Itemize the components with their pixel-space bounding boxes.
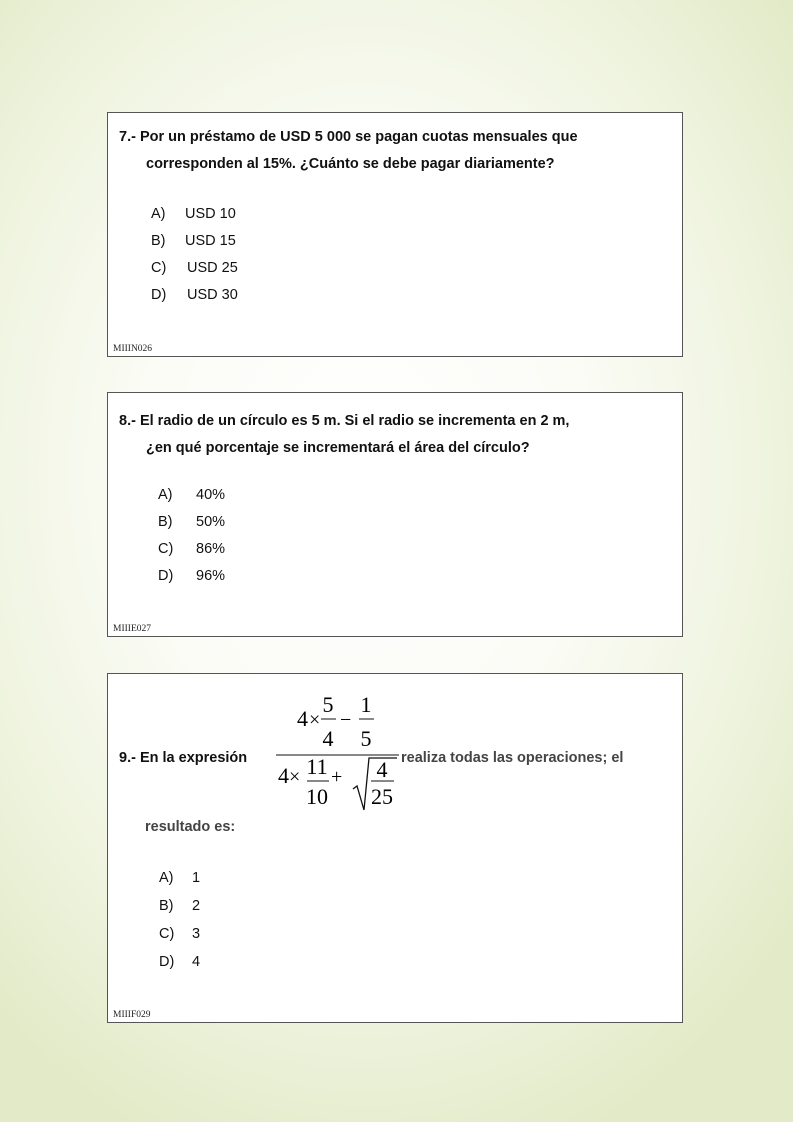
- question-7-stem-line2: corresponden al 15%. ¿Cuánto se debe pagar diariamente?: [146, 156, 555, 172]
- question-7-stem-line1: 7.- Por un préstamo de USD 5 000 se pagan cuotas mensuales que: [119, 129, 578, 145]
- question-8-option-a[interactable]: A) 40%: [158, 487, 226, 503]
- den-sqrt-den: 25: [371, 784, 393, 809]
- den-times: ×: [289, 766, 301, 788]
- question-7-box: [107, 112, 683, 357]
- question-8-stem: [119, 408, 569, 462]
- math-expression: [273, 684, 403, 812]
- question-9-option-b[interactable]: B) 2: [159, 898, 201, 914]
- question-9-stem-start: 9.- En la expresión: [119, 750, 248, 766]
- question-7-option-c[interactable]: C) USD 25: [151, 260, 238, 276]
- question-9-option-c[interactable]: C) 3: [159, 926, 201, 942]
- den-frac-num: 11: [306, 754, 328, 779]
- den-plus: +: [331, 766, 343, 788]
- question-8-stem-line1: 8.- El radio de un círculo es 5 m. Si el radio se incrementa en 2 m,: [119, 413, 570, 429]
- den-coef: 4: [278, 763, 289, 788]
- question-9-stem-line2: resultado es:: [145, 819, 236, 835]
- num-frac2-den: 5: [360, 726, 372, 751]
- question-8-option-c[interactable]: C) 86%: [158, 541, 226, 557]
- question-9-box: [107, 673, 683, 1023]
- question-7-option-a[interactable]: A) USD 10: [151, 206, 236, 222]
- num-minus: −: [340, 709, 352, 731]
- question-8-code: MIIIE027: [113, 624, 151, 634]
- num-frac1-den: 4: [322, 726, 334, 751]
- num-frac1-num: 5: [322, 692, 334, 717]
- question-8-option-d[interactable]: D) 96%: [158, 568, 226, 584]
- question-9-stem-end: realiza todas las operaciones; el: [401, 750, 624, 766]
- question-8-box: [107, 392, 683, 637]
- question-7-option-b[interactable]: B) USD 15: [151, 233, 236, 249]
- question-7-stem: [119, 124, 578, 178]
- num-coef: 4: [297, 706, 308, 731]
- den-sqrt-num: 4: [376, 757, 388, 782]
- question-8-stem-line2: ¿en qué porcentaje se incrementará el área del círculo?: [146, 440, 530, 456]
- num-frac2-num: 1: [360, 692, 372, 717]
- question-7-option-d[interactable]: D) USD 30: [151, 287, 238, 303]
- question-8-option-b[interactable]: B) 50%: [158, 514, 226, 530]
- den-frac-den: 10: [306, 784, 328, 809]
- question-9-option-d[interactable]: D) 4: [159, 954, 201, 970]
- num-times: ×: [309, 709, 321, 731]
- question-9-option-a[interactable]: A) 1: [159, 870, 201, 886]
- question-7-code: MIIIN026: [113, 344, 153, 354]
- question-9-code: MIIIF029: [113, 1010, 151, 1020]
